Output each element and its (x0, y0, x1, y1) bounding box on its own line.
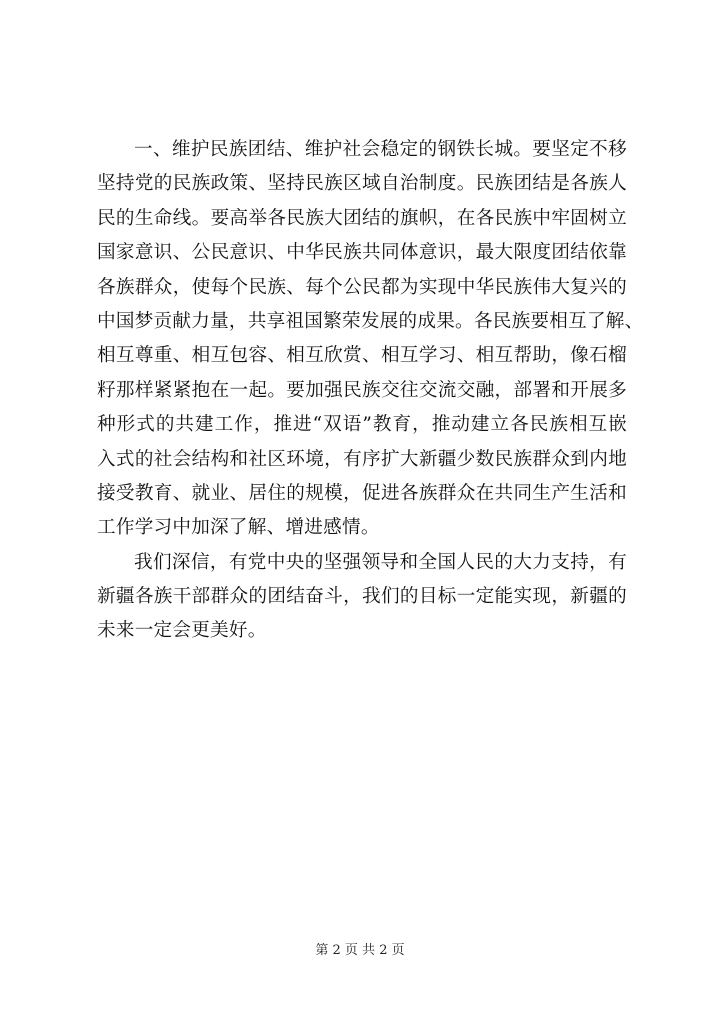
paragraph-1-line-12: 工作学习中加深了解、增进感情。 (97, 517, 380, 539)
paragraph-1-line-2: 坚持党的民族政策、坚持民族区域自治制度。民族团结是各族人 (97, 173, 627, 195)
paragraph-2-line-2: 新疆各族干部群众的团结奋斗，我们的目标一定能实现，新疆的 (97, 586, 627, 608)
paragraph-1-line-1: 一、维护民族团结、维护社会稳定的钢铁长城。要坚定不移 (134, 139, 627, 160)
paragraph-1-line-7: 相互尊重、相互包容、相互欣赏、相互学习、相互帮助，像石榴 (97, 345, 627, 367)
paragraph-2-line-1: 我们深信，有党中央的坚强领导和全国人民的大力支持，有 (134, 551, 627, 573)
paragraph-2-line-3: 未来一定会更美好。 (97, 620, 267, 642)
paragraph-1-line-4: 国家意识、公民意识、中华民族共同体意识，最大限度团结依靠 (97, 242, 627, 264)
paragraph-1-line-9: 种形式的共建工作，推进“双语”教育，推动建立各民族相互嵌 (97, 414, 627, 436)
paragraph-1-line-10: 入式的社会结构和社区环境，有序扩大新疆少数民族群众到内地 (97, 448, 627, 470)
paragraph-1-line-5: 各族群众，使每个民族、每个公民都为实现中华民族伟大复兴的 (97, 276, 627, 298)
page-number-footer: 第 2 页 共 2 页 (315, 943, 405, 958)
paragraph-1-line-8: 籽那样紧紧抱在一起。要加强民族交往交流交融，部署和开展多 (97, 379, 627, 401)
document-body (97, 133, 644, 649)
paragraph-1-line-6: 中国梦贡献力量，共享祖国繁荣发展的成果。各民族要相互了解、 (97, 310, 644, 332)
paragraph-1-line-3: 民的生命线。要高举各民族大团结的旗帜，在各民族中牢固树立 (97, 207, 627, 229)
paragraph-1-line-11: 接受教育、就业、居住的规模，促进各族群众在共同生产生活和 (97, 482, 627, 504)
